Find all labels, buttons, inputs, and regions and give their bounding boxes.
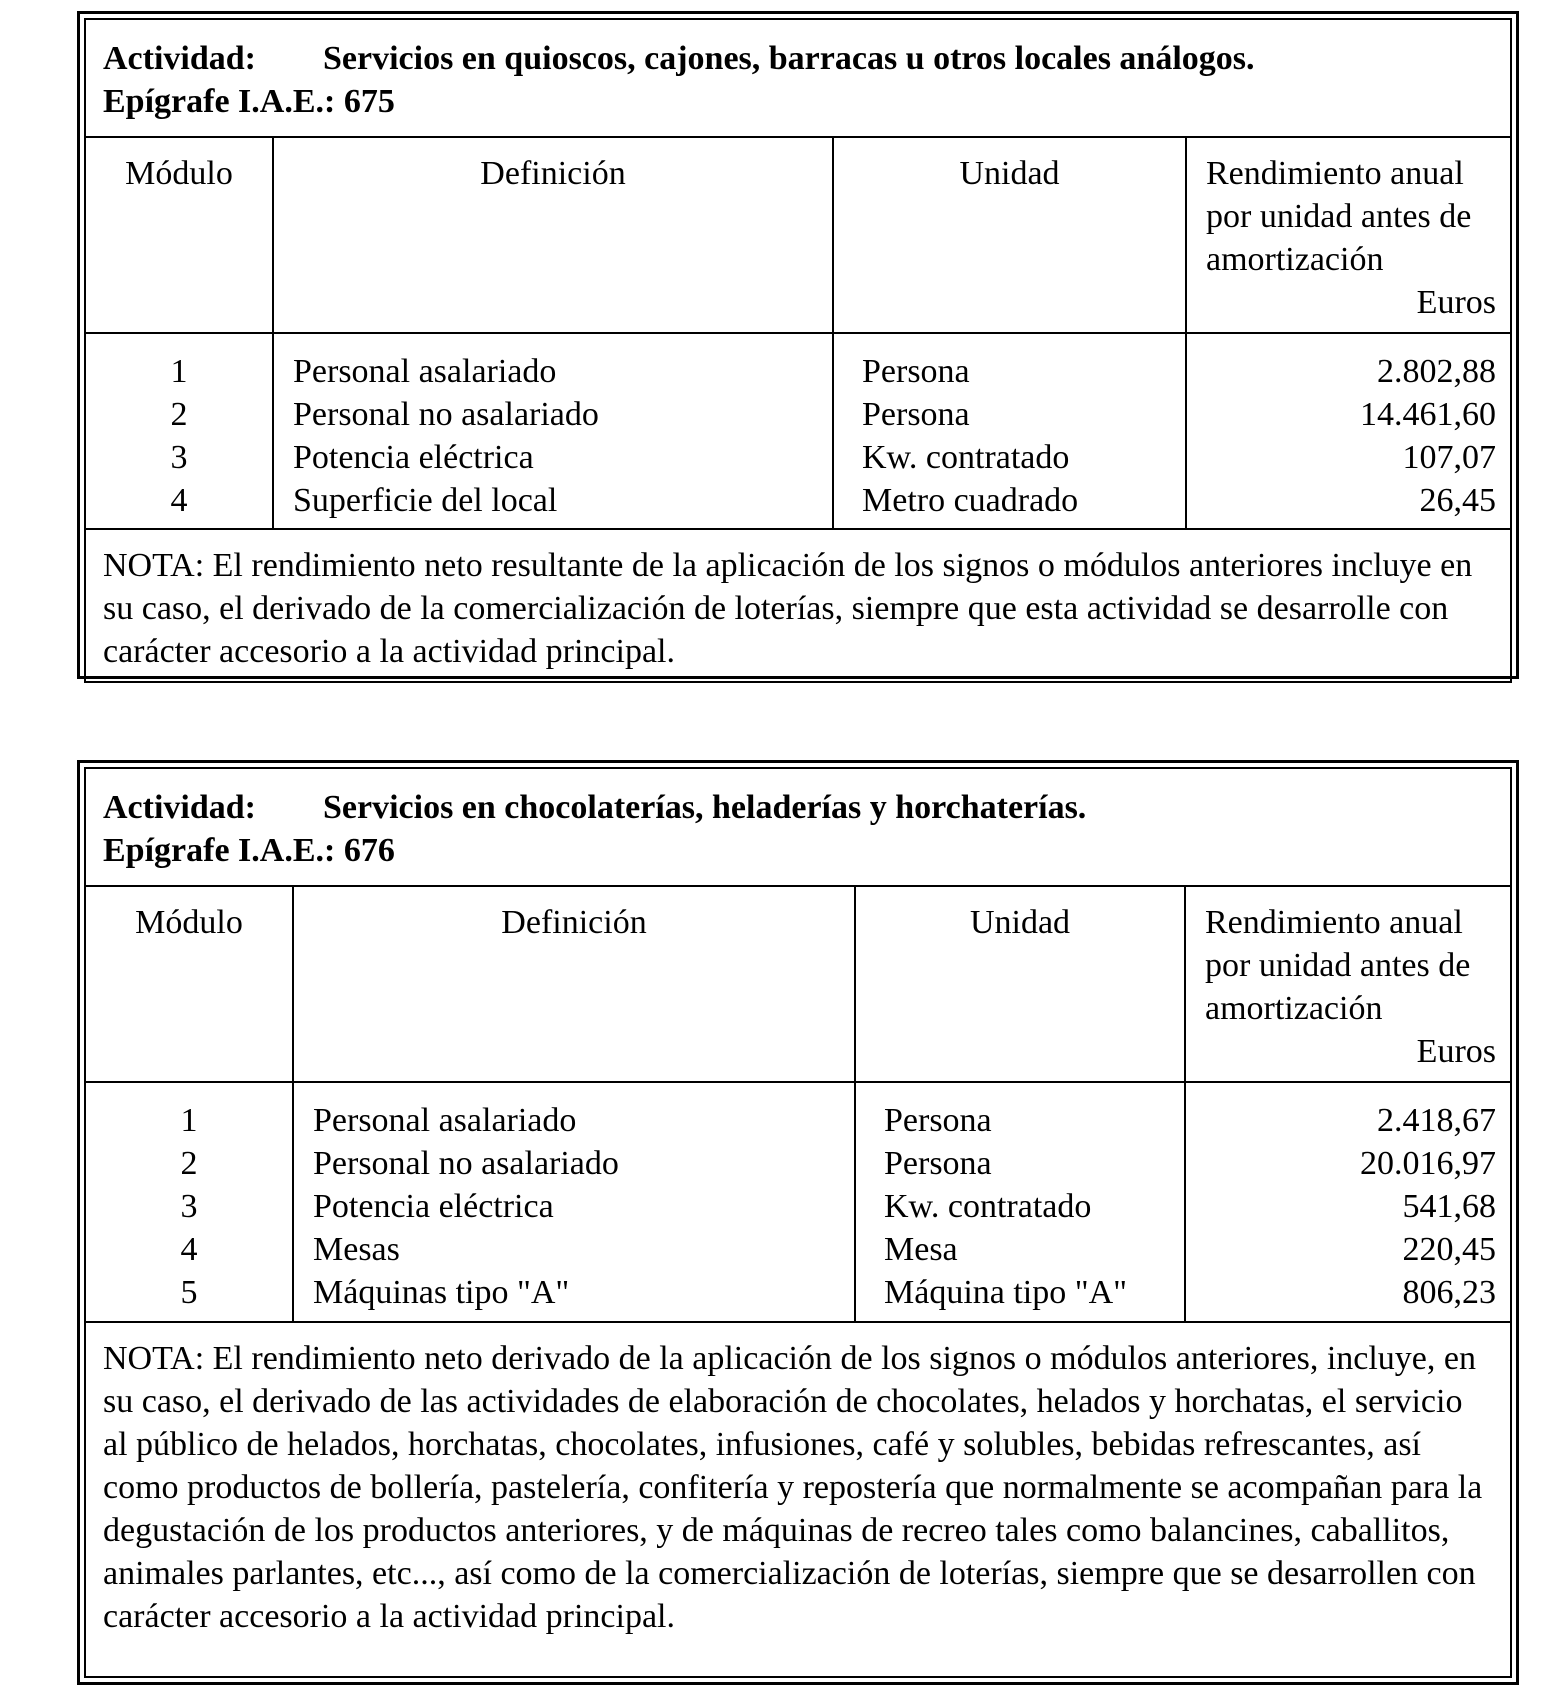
module-number-cell xyxy=(85,333,273,529)
module-value: 20.016,97 xyxy=(1360,1145,1496,1182)
module-definition: Personal no asalariado xyxy=(313,1145,619,1182)
module-definition: Potencia eléctrica xyxy=(293,439,534,476)
col-header-definicion: Definición xyxy=(273,137,833,333)
column-header-row xyxy=(85,886,1511,1082)
module-definition: Mesas xyxy=(313,1231,400,1268)
module-value: 107,07 xyxy=(1402,439,1496,476)
module-value: 220,45 xyxy=(1402,1231,1496,1268)
rendimiento-label: Rendimiento anual por unidad antes de amortización xyxy=(1206,155,1472,278)
module-number: 2 xyxy=(170,396,188,433)
col-header-unidad: Unidad xyxy=(855,886,1185,1082)
module-unit: Metro cuadrado xyxy=(862,482,1079,519)
module-unit: Persona xyxy=(862,396,970,433)
module-unit: Kw. contratado xyxy=(862,439,1070,476)
module-number: 1 xyxy=(170,353,188,390)
module-definition-cell xyxy=(293,1082,855,1322)
module-table xyxy=(84,18,1512,683)
module-unit: Máquina tipo "A" xyxy=(884,1274,1128,1311)
module-table-675 xyxy=(77,11,1519,679)
epigraph-label: Epígrafe I.A.E.: xyxy=(103,83,336,120)
module-number: 5 xyxy=(180,1274,198,1311)
col-header-definicion: Definición xyxy=(293,886,855,1082)
currency-label: Euros xyxy=(1416,1033,1496,1070)
module-definition: Personal asalariado xyxy=(313,1102,577,1139)
module-table-676 xyxy=(77,760,1519,1685)
module-value: 2.802,88 xyxy=(1377,353,1496,390)
col-header-rendimiento xyxy=(1186,137,1511,333)
col-header-modulo: Módulo xyxy=(85,886,293,1082)
column-header-row xyxy=(85,137,1511,333)
rendimiento-label: Rendimiento anual por unidad antes de amortización xyxy=(1205,904,1471,1027)
module-value-cell xyxy=(1186,333,1511,529)
module-value: 26,45 xyxy=(1419,482,1496,519)
module-value: 2.418,67 xyxy=(1377,1102,1496,1139)
module-value: 14.461,60 xyxy=(1360,396,1496,433)
module-unit: Mesa xyxy=(884,1231,958,1268)
module-rows xyxy=(85,333,1511,529)
module-definition: Potencia eléctrica xyxy=(313,1188,554,1225)
col-header-modulo: Módulo xyxy=(85,137,273,333)
module-definition: Personal no asalariado xyxy=(293,396,599,433)
module-unit: Persona xyxy=(884,1102,992,1139)
module-value-cell xyxy=(1185,1082,1511,1322)
activity-label: Actividad: xyxy=(103,789,256,826)
epigraph-number: 676 xyxy=(343,832,395,869)
epigraph-label: Epígrafe I.A.E.: xyxy=(103,832,336,869)
module-number: 2 xyxy=(180,1145,198,1182)
module-value: 806,23 xyxy=(1402,1274,1496,1311)
activity-label: Actividad: xyxy=(103,40,256,77)
activity-header xyxy=(85,19,1511,137)
activity-title: Servicios en quioscos, cajones, barracas u otros locales análogos. xyxy=(323,40,1255,77)
module-definition: Superficie del local xyxy=(293,482,558,519)
col-header-rendimiento xyxy=(1185,886,1511,1082)
module-number: 1 xyxy=(180,1102,198,1139)
activity-header xyxy=(85,768,1511,886)
currency-label: Euros xyxy=(1416,284,1496,321)
module-rows xyxy=(85,1082,1511,1322)
col-header-unidad: Unidad xyxy=(833,137,1186,333)
module-unit: Persona xyxy=(884,1145,992,1182)
module-unit-cell xyxy=(833,333,1186,529)
module-value: 541,68 xyxy=(1402,1188,1496,1225)
module-definition: Personal asalariado xyxy=(293,353,557,390)
note-text: NOTA: El rendimiento neto resultante de la aplicación de los signos o módulos anteriores incluye en su caso, el derivado de la comercialización de loterías, siempre que esta actividad se desarrolle con carácter accesorio a la actividad principal. xyxy=(85,529,1511,682)
module-unit-cell xyxy=(855,1082,1185,1322)
activity-title: Servicios en chocolaterías, heladerías y horchaterías. xyxy=(323,789,1087,826)
module-definition: Máquinas tipo "A" xyxy=(313,1274,570,1311)
module-unit: Kw. contratado xyxy=(884,1188,1092,1225)
module-definition-cell xyxy=(273,333,833,529)
note-text: NOTA: El rendimiento neto derivado de la aplicación de los signos o módulos anteriores, incluye, en su caso, el derivado de las actividades de elaboración de chocolates, helados y horchatas, el servicio al público de helados, horchatas, chocolates, infusiones, café y solubles, bebidas refrescantes, así como productos de bollería, pastelería, confitería y repostería que normalmente se acompañan para la degustación de los productos anteriores, y de máquinas de recreo tales como balancines, caballitos, animales parlantes, etc..., así como de la comercialización de loterías, siempre que se desarrollen con carácter accesorio a la actividad principal. xyxy=(85,1322,1511,1677)
module-number: 4 xyxy=(170,482,188,519)
module-number-cell xyxy=(85,1082,293,1322)
module-number: 3 xyxy=(170,439,188,476)
module-unit: Persona xyxy=(862,353,970,390)
module-number: 4 xyxy=(180,1231,198,1268)
module-table xyxy=(84,767,1512,1678)
module-number: 3 xyxy=(180,1188,198,1225)
epigraph-number: 675 xyxy=(343,83,395,120)
